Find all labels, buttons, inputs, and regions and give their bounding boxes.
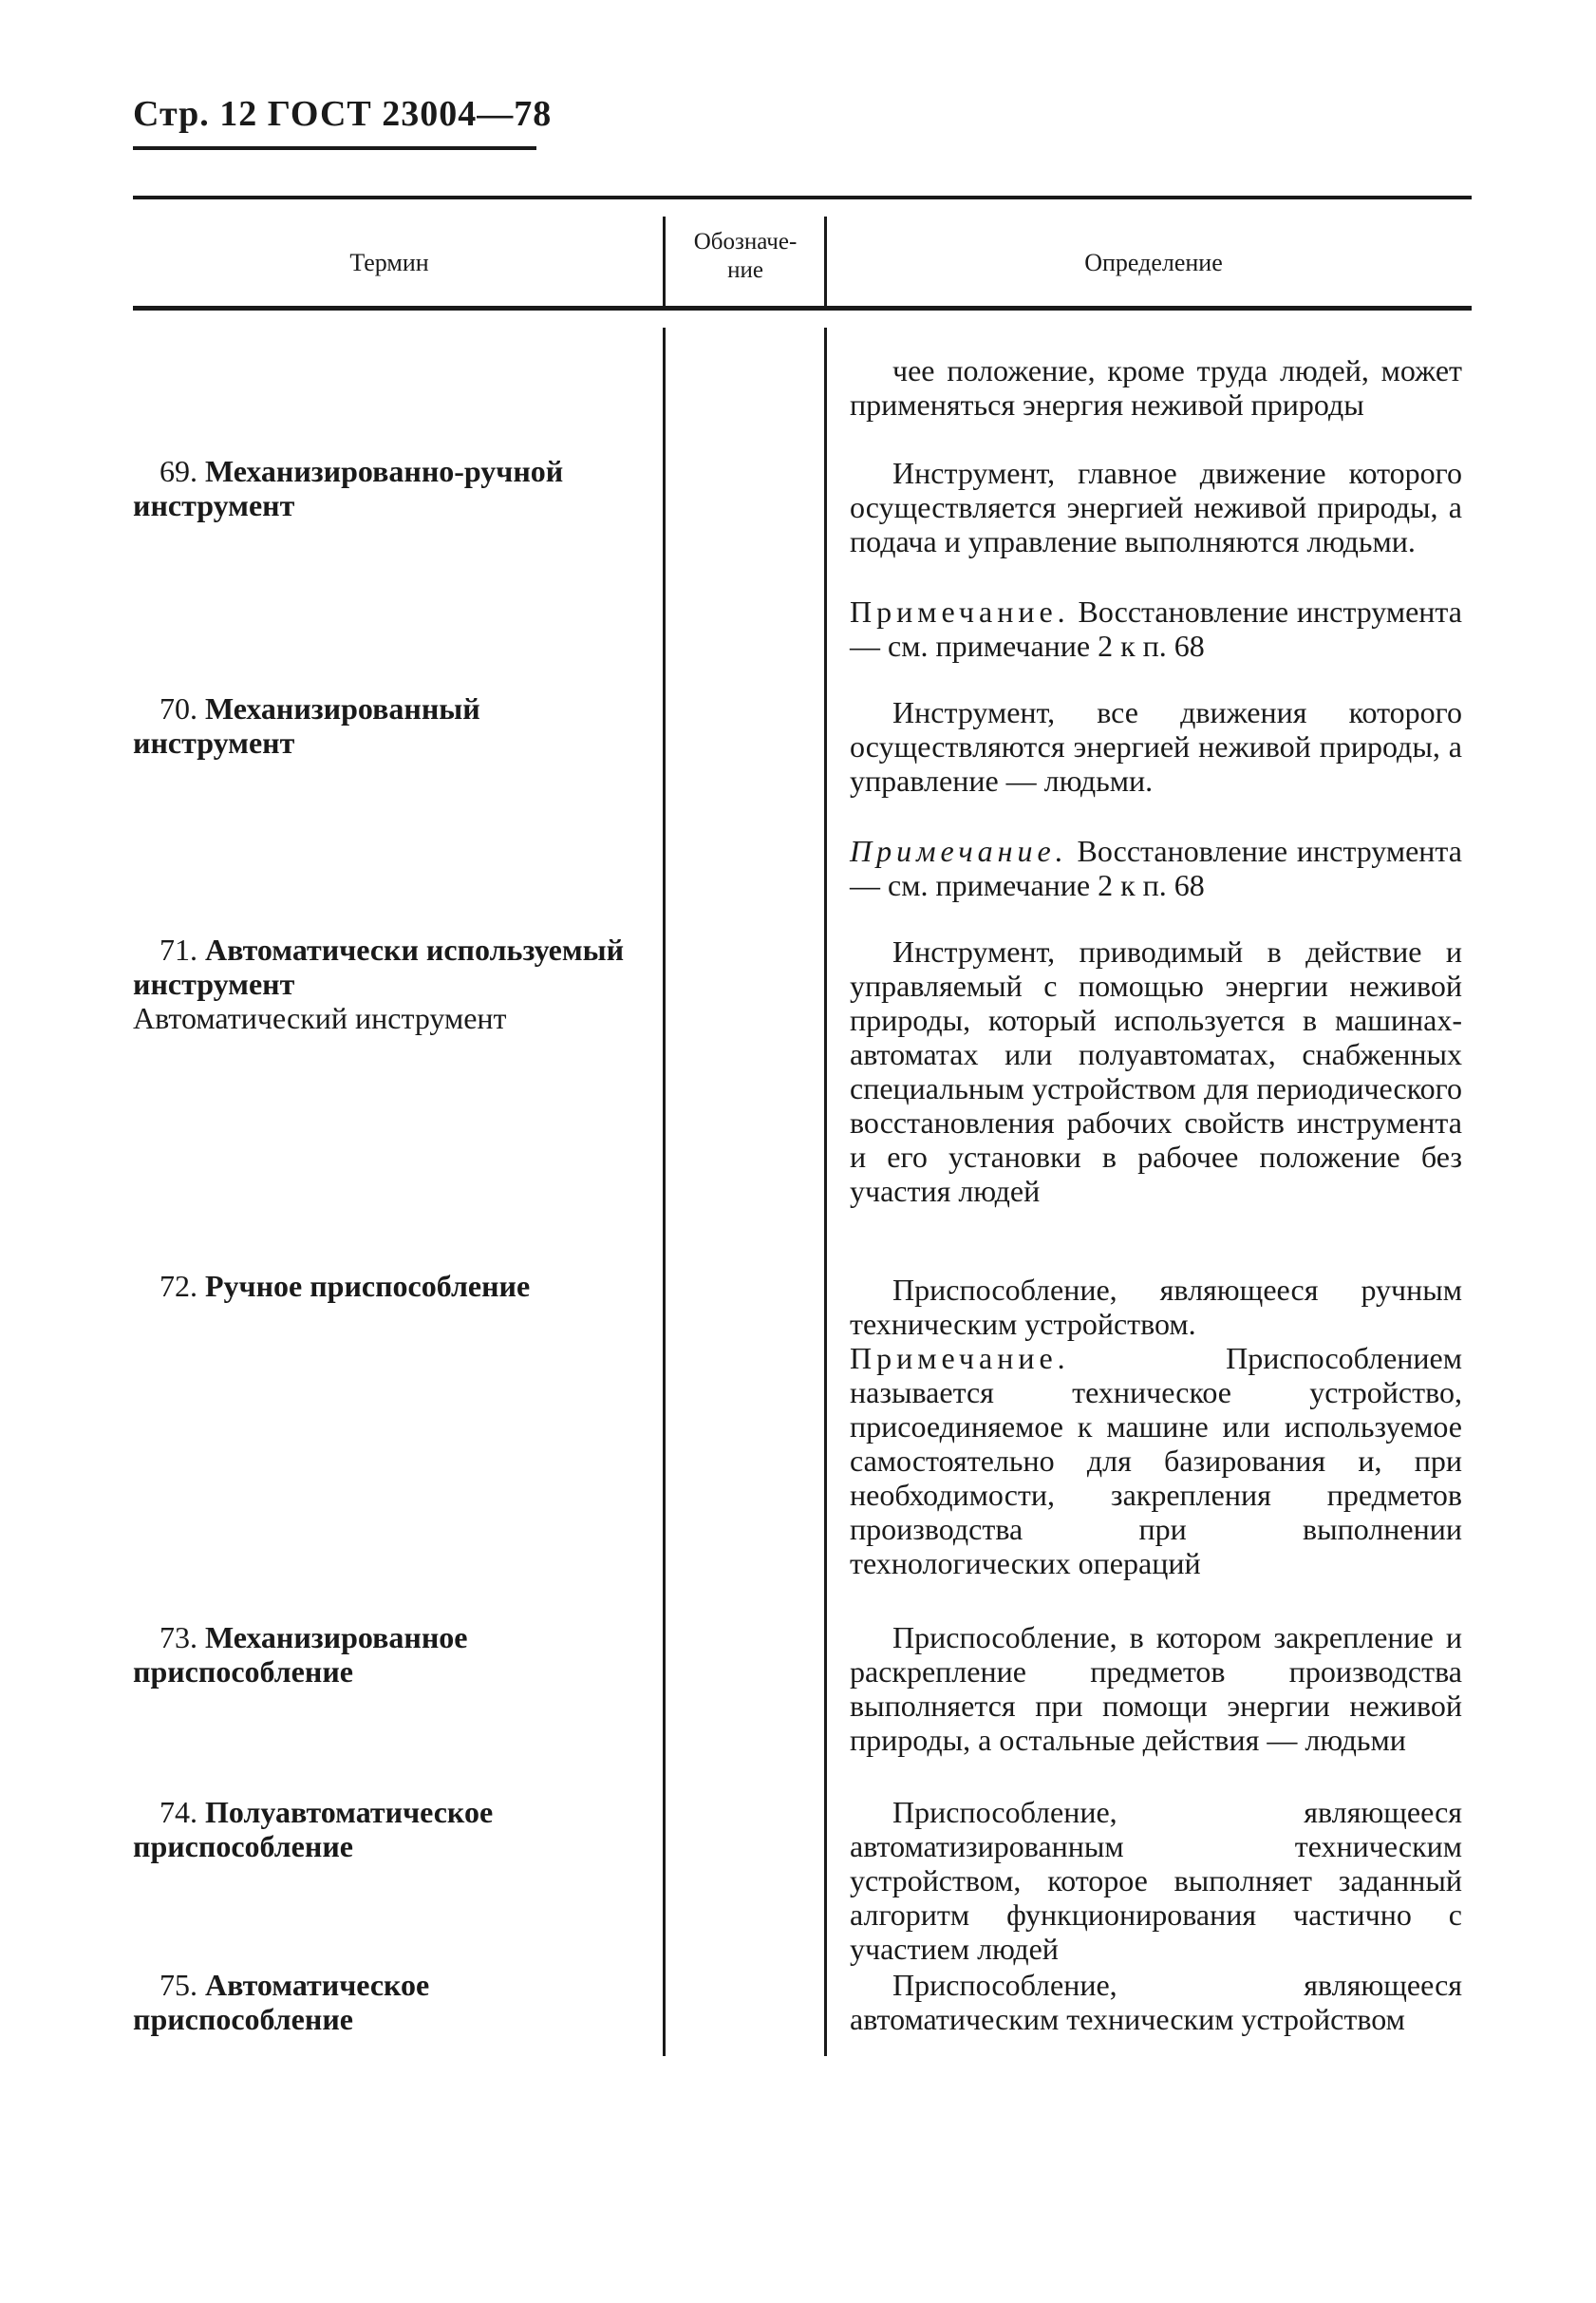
term-name: Механизированное приспособление <box>133 1620 468 1689</box>
term-number: 70. <box>160 691 197 726</box>
term-number: 69. <box>160 454 197 488</box>
term-number: 72. <box>160 1269 197 1303</box>
term-71 <box>133 933 646 1035</box>
note-70: Примечание. Восстановление инструмента — см. примечание 2 к п. 68 <box>850 834 1463 902</box>
definition-71: Инструмент, приводимый в действие и управляемый с помощью энергии неживой природы, который используется в машинах-автоматах или полуавтоматах, снабженных специальным устройством для периодического восстановления рабочих свойств инструмента и его установки в рабочее положение без участия людей <box>850 934 1462 1208</box>
column-header-symbol <box>669 228 821 285</box>
term-72 <box>133 1269 646 1303</box>
column-header-symbol-line1: Обозначе- <box>693 229 798 255</box>
page-header: Стр. 12 ГОСТ 23004—78 <box>133 94 553 134</box>
term-name: Механизированно-ручной инструмент <box>133 454 564 522</box>
term-number: 71. <box>160 933 197 967</box>
column-divider-right-head <box>824 217 827 307</box>
definition-69: Инструмент, главное движение которого осуществляется энергией неживой природы, а подача и управление выполняются людьми. <box>850 456 1462 558</box>
definition-70: Инструмент, все движения которого осуществляются энергией неживой природы, а управление — людьми. <box>850 695 1462 798</box>
table-header-rule <box>133 306 1472 311</box>
term-74 <box>133 1795 646 1863</box>
column-header-definition: Определение <box>1084 249 1223 276</box>
term-name: Ручное приспособление <box>205 1269 531 1303</box>
header-underline <box>133 146 536 150</box>
term-name: Автоматическое приспособление <box>133 1968 430 2036</box>
table-top-rule <box>133 196 1472 199</box>
term-73 <box>133 1620 646 1689</box>
column-header-term: Термин <box>349 249 429 276</box>
note-69: Примечание. Восстановление инструмента — см. примечание 2 к п. 68 <box>850 595 1462 663</box>
column-divider-left-head <box>663 217 666 307</box>
term-name: Автоматически используемый инструмент <box>133 933 625 1001</box>
definition-72: Приспособление, являющееся ручным техническим устройством. <box>850 1273 1462 1341</box>
column-divider-right <box>824 328 827 2056</box>
term-70 <box>133 691 646 760</box>
column-divider-left <box>663 328 666 2056</box>
definition-73: Приспособление, в котором закрепление и раскрепление предметов производства выполняется при помощи энергии неживой природы, а остальные действия — людьми <box>850 1620 1462 1757</box>
definition-continued: чее положение, кроме труда людей, может применяться энергия неживой природы <box>850 353 1462 422</box>
definition-75: Приспособление, являющееся автоматическим техническим устройством <box>850 1968 1462 2036</box>
term-number: 73. <box>160 1620 197 1654</box>
term-name: Механизированный инструмент <box>133 691 480 760</box>
term-69 <box>133 454 646 522</box>
term-number: 75. <box>160 1968 197 2002</box>
column-header-symbol-line2: ние <box>727 257 763 283</box>
note-72: Примечание. Приспособлением называется техническое устройство, присоединяемое к машине или используемое самостоятельно для базирования и, при необходимости, закрепления предметов производства при выполнении технологических операций <box>850 1341 1462 1580</box>
term-number: 74. <box>160 1795 197 1829</box>
term-synonym: Автоматический инструмент <box>133 1001 507 1035</box>
term-75 <box>133 1968 646 2036</box>
term-name: Полуавтоматическое приспособление <box>133 1795 494 1863</box>
definition-74: Приспособление, являющееся автоматизированным техническим устройством, которое выполняет заданный алгоритм функционирования частично с участием людей <box>850 1795 1462 1966</box>
